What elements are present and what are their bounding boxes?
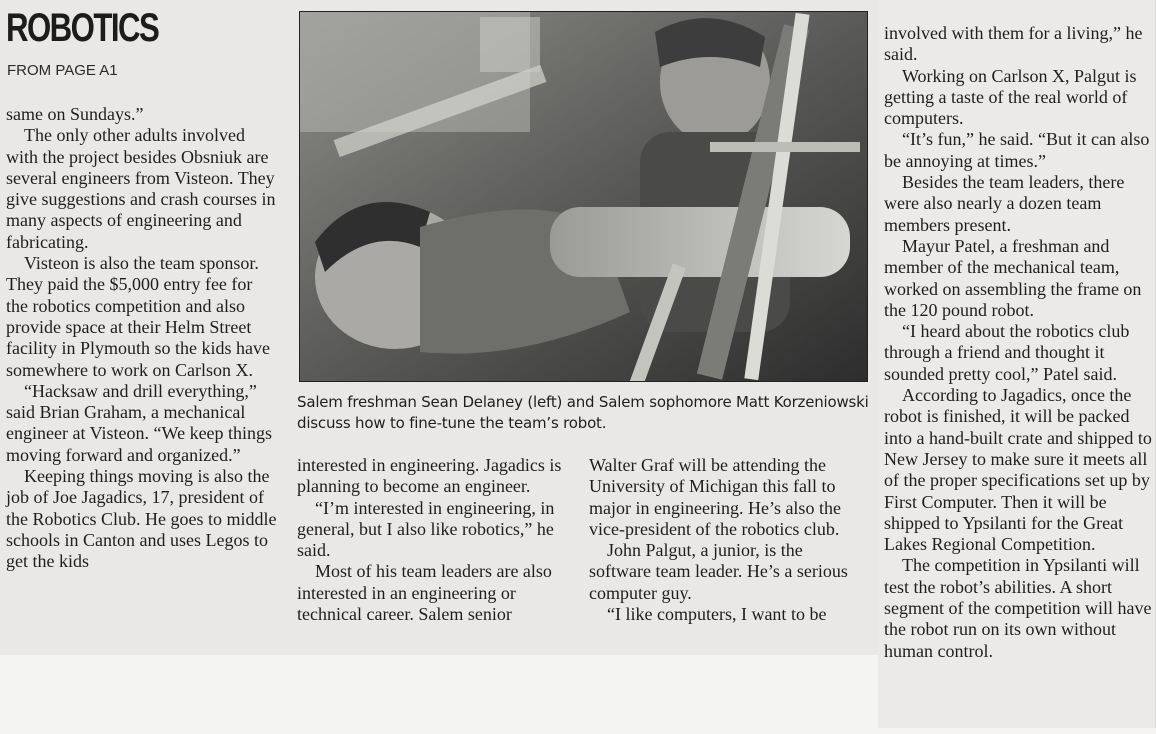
photo-students-robot (300, 12, 867, 381)
paragraph: same on Sundays.” (6, 104, 144, 124)
paragraph: The only other adults involved with the project besides Obsniuk are several engineers from Visteon. They give suggestions and crash courses in many aspects of engineering and fabricating. (6, 125, 276, 252)
paragraph: John Palgut, a junior, is the software team leader. He’s a serious computer guy. (589, 540, 848, 603)
article-column-4 (884, 23, 1156, 662)
jump-line: FROM PAGE A1 (7, 62, 118, 79)
paragraph: Most of his team leaders are also interested in an engineering or technical career. Salem senior (297, 561, 552, 625)
article-column-3 (589, 455, 861, 625)
paragraph: Visteon is also the team sponsor. They paid the $5,000 entry fee for the robotics competition and also provide space at their Helm Street facility in Plymouth so the kids have somewhere to work on Carlson X. (6, 253, 270, 380)
paragraph: “It’s fun,” he said. “But it can also be annoying at times.” (884, 129, 1150, 171)
paragraph: “I’m interested in engineering, in general, but I also like robotics,” he said. (297, 497, 555, 561)
paragraph: “I heard about the robotics club through a friend and thought it sounded pretty cool,” Patel said. (884, 321, 1130, 384)
headline: ROBOTICS (6, 6, 159, 50)
article-column-1 (6, 104, 278, 573)
paragraph: The competition in Ypsilanti will test the robot’s abilities. A short segment of the competition will have the robot run on its own without human control. (884, 555, 1152, 661)
paragraph: “Hacksaw and drill everything,” said Brian Graham, a mechanical engineer at Visteon. “We keep things moving forward and organized.” (6, 380, 273, 465)
paragraph: Working on Carlson X, Palgut is getting a taste of the real world of computers. (884, 65, 1137, 129)
paragraph: interested in engineering. Jagadics is planning to become an engineer. (297, 455, 562, 497)
paragraph: According to Jagadics, once the robot is finished, it will be packed into a hand-built crate and shipped to New Jersey to make sure it meets all of the proper specifications set up by First Computer. Then it will be shipped to Ypsilanti for the Great Lakes Regional Competition. (884, 385, 1152, 555)
paragraph: Mayur Patel, a freshman and member of the mechanical team, worked on assembling the frame on the 120 pound robot. (884, 235, 1142, 320)
photo-caption: Salem freshman Sean Delaney (left) and Salem sophomore Matt Korzeniowski discuss how to fine-tune the team’s robot. (297, 393, 869, 432)
paragraph: involved with them for a living,” he said. (884, 23, 1143, 65)
article-column-2 (297, 455, 569, 625)
paragraph: Walter Graf will be attending the University of Michigan this fall to major in engineering. He’s also the vice-president of the robotics club. (589, 455, 841, 539)
paragraph: Besides the team leaders, there were also nearly a dozen team members present. (884, 172, 1125, 235)
news-photo (299, 11, 868, 382)
paragraph: Keeping things moving is also the job of Joe Jagadics, 17, president of the Robotics Club. He goes to middle schools in Canton and uses Legos to get the kids (6, 466, 277, 572)
paragraph: “I like computers, I want to be (607, 604, 827, 625)
